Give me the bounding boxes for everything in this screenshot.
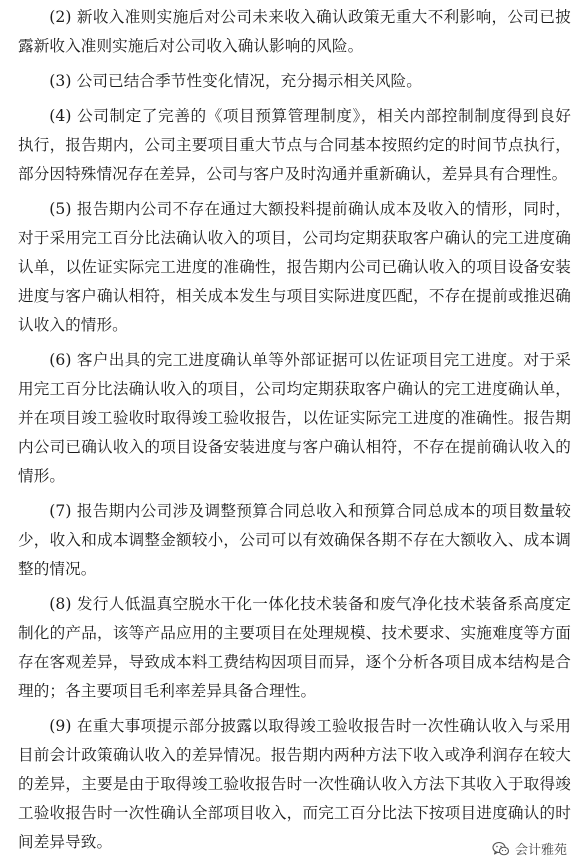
watermark-text: 会计雅苑 [514, 843, 567, 858]
paragraph-item-3: (3) 公司已结合季节性变化情况，充分揭示相关风险。 [49, 72, 422, 90]
paragraph-item-8: (8) 发行人低温真空脱水干化一体化技术装备和废气净化技术装备系高度定制化的产品，该等产品应用的主要项目在处理规模、技术要求、实施难度等方面存在客观差异，导致成本料工费结构因项目而异，逐个分析各项目成本结构是合理的；各主要项目毛利率差异具备合理性。 [18, 595, 571, 700]
paragraph-item-4: (4) 公司制定了完善的《项目预算管理制度》，相关内部控制制度得到良好执行，报告期内，公司主要项目重大节点与合同基本按照约定的时间节点执行，部分因特殊情况存在差异，公司与客户及时沟通并重新确认，差异具有合理性。 [18, 107, 571, 183]
wechat-icon [492, 841, 510, 857]
watermark [490, 839, 569, 858]
paragraph-item-2: (2) 新收入准则实施后对公司未来收入确认政策无重大不利影响，公司已披露新收入准则实施后对公司收入确认影响的风险。 [18, 8, 571, 55]
paragraph-item-5: (5) 报告期内公司不存在通过大额投料提前确认成本及收入的情形，同时，对于采用完工百分比法确认收入的项目，公司均定期获取客户确认的完工进度确认单，以佐证实际完工进度的准确性，报告期内公司已确认收入的项目设备安装进度与客户确认相符，相关成本发生与项目实际进度匹配，不存在提前或推迟确认收入的情形。 [18, 200, 571, 334]
paragraph-item-6: (6) 客户出具的完工进度确认单等外部证据可以佐证项目完工进度。对于采用完工百分比法确认收入的项目，公司均定期获取客户确认的完工进度确认单，并在项目竣工验收时取得竣工验收报告，以佐证实际完工进度的准确性。报告期内公司已确认收入的项目设备安装进度与客户确认相符，不存在提前确认收入的情形。 [18, 351, 571, 485]
paragraph-item-9: (9) 在重大事项提示部分披露以取得竣工验收报告时一次性确认收入与采用目前会计政策确认收入的差异情况。报告期内两种方法下收入或净利润存在较大的差异，主要是由于取得竣工验收报告时一次性确认收入方法下其收入于取得竣工验收报告时一次性确认全部项目收入，而完工百分比法下按项目进度确认的时间差异导致。 [18, 717, 571, 851]
paragraph-item-7: (7) 报告期内公司涉及调整预算合同总收入和预算合同总成本的项目数量较少，收入和成本调整金额较小，公司可以有效确保各期不存在大额收入、成本调整的情况。 [18, 502, 571, 578]
